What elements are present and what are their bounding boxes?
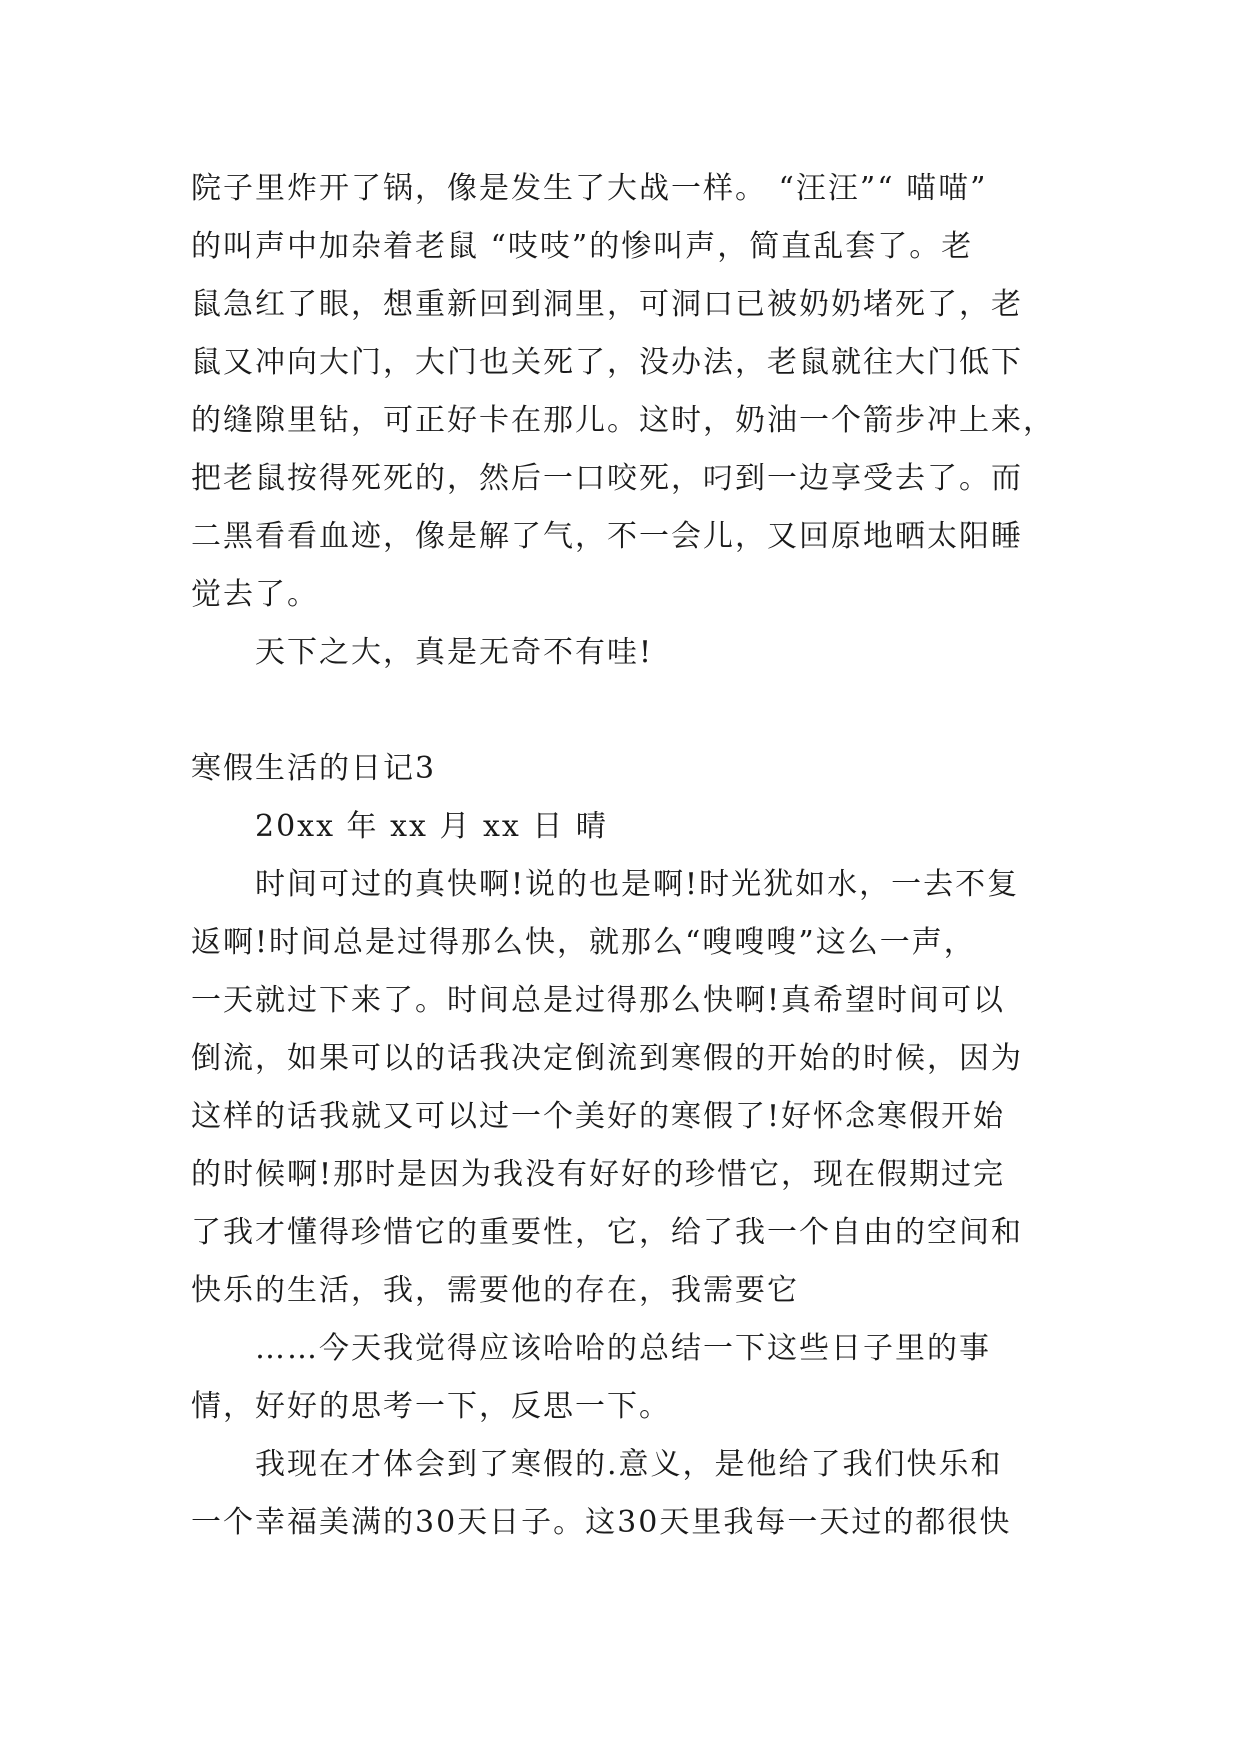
text-line: 的时候啊!那时是因为我没有好好的珍惜它，现在假期过完 (191, 1157, 1006, 1192)
diary-title: 寒假生活的日记3 (191, 751, 437, 786)
text-line: 院子里炸开了锅，像是发生了大战一样。 “汪汪”“ 喵喵” (191, 171, 988, 206)
text-line: 的叫声中加杂着老鼠 “吱吱”的惨叫声，简直乱套了。老 (191, 229, 974, 264)
date-line: 20xx 年 xx 月 xx 日 晴 (255, 809, 608, 844)
story-paragraph (191, 160, 1055, 682)
text-line: 快乐的生活，我，需要他的存在，我需要它 (191, 1273, 799, 1308)
closing-line: 天下之大，真是无奇不有哇! (255, 635, 654, 670)
text-line: 倒流，如果可以的话我决定倒流到寒假的开始的时候，因为 (191, 1041, 1023, 1076)
text-line: 鼠急红了眼，想重新回到洞里，可洞口已被奶奶堵死了，老 (191, 287, 1023, 322)
text-line: 把老鼠按得死死的，然后一口咬死，叼到一边享受去了。而 (191, 461, 1023, 496)
text-line: 鼠又冲向大门，大门也关死了，没办法，老鼠就往大门低下 (191, 345, 1023, 380)
text-line: 的缝隙里钻，可正好卡在那儿。这时，奶油一个箭步冲上来， (191, 403, 1055, 438)
text-line: ……今天我觉得应该哈哈的总结一下这些日子里的事 (255, 1331, 991, 1366)
text-line: 我现在才体会到了寒假的.意义，是他给了我们快乐和 (255, 1447, 1003, 1482)
text-line: 情，好好的思考一下，反思一下。 (191, 1389, 671, 1424)
text-line: 了我才懂得珍惜它的重要性，它，给了我一个自由的空间和 (191, 1215, 1023, 1250)
text-line: 一天就过下来了。时间总是过得那么快啊!真希望时间可以 (191, 983, 1006, 1018)
text-line: 返啊!时间总是过得那么快，就那么“嗖嗖嗖”这么一声， (191, 925, 976, 960)
text-line: 时间可过的真快啊!说的也是啊!时光犹如水，一去不复 (255, 867, 1020, 902)
diary-entry (191, 798, 1051, 1552)
text-line: 一个幸福美满的30天日子。这30天里我每一天过的都很快 (191, 1505, 1012, 1540)
text-line: 这样的话我就又可以过一个美好的寒假了!好怀念寒假开始 (191, 1099, 1006, 1134)
text-line: 觉去了。 (191, 577, 319, 612)
text-line: 二黑看看血迹，像是解了气，不一会儿，又回原地晒太阳睡 (191, 519, 1023, 554)
